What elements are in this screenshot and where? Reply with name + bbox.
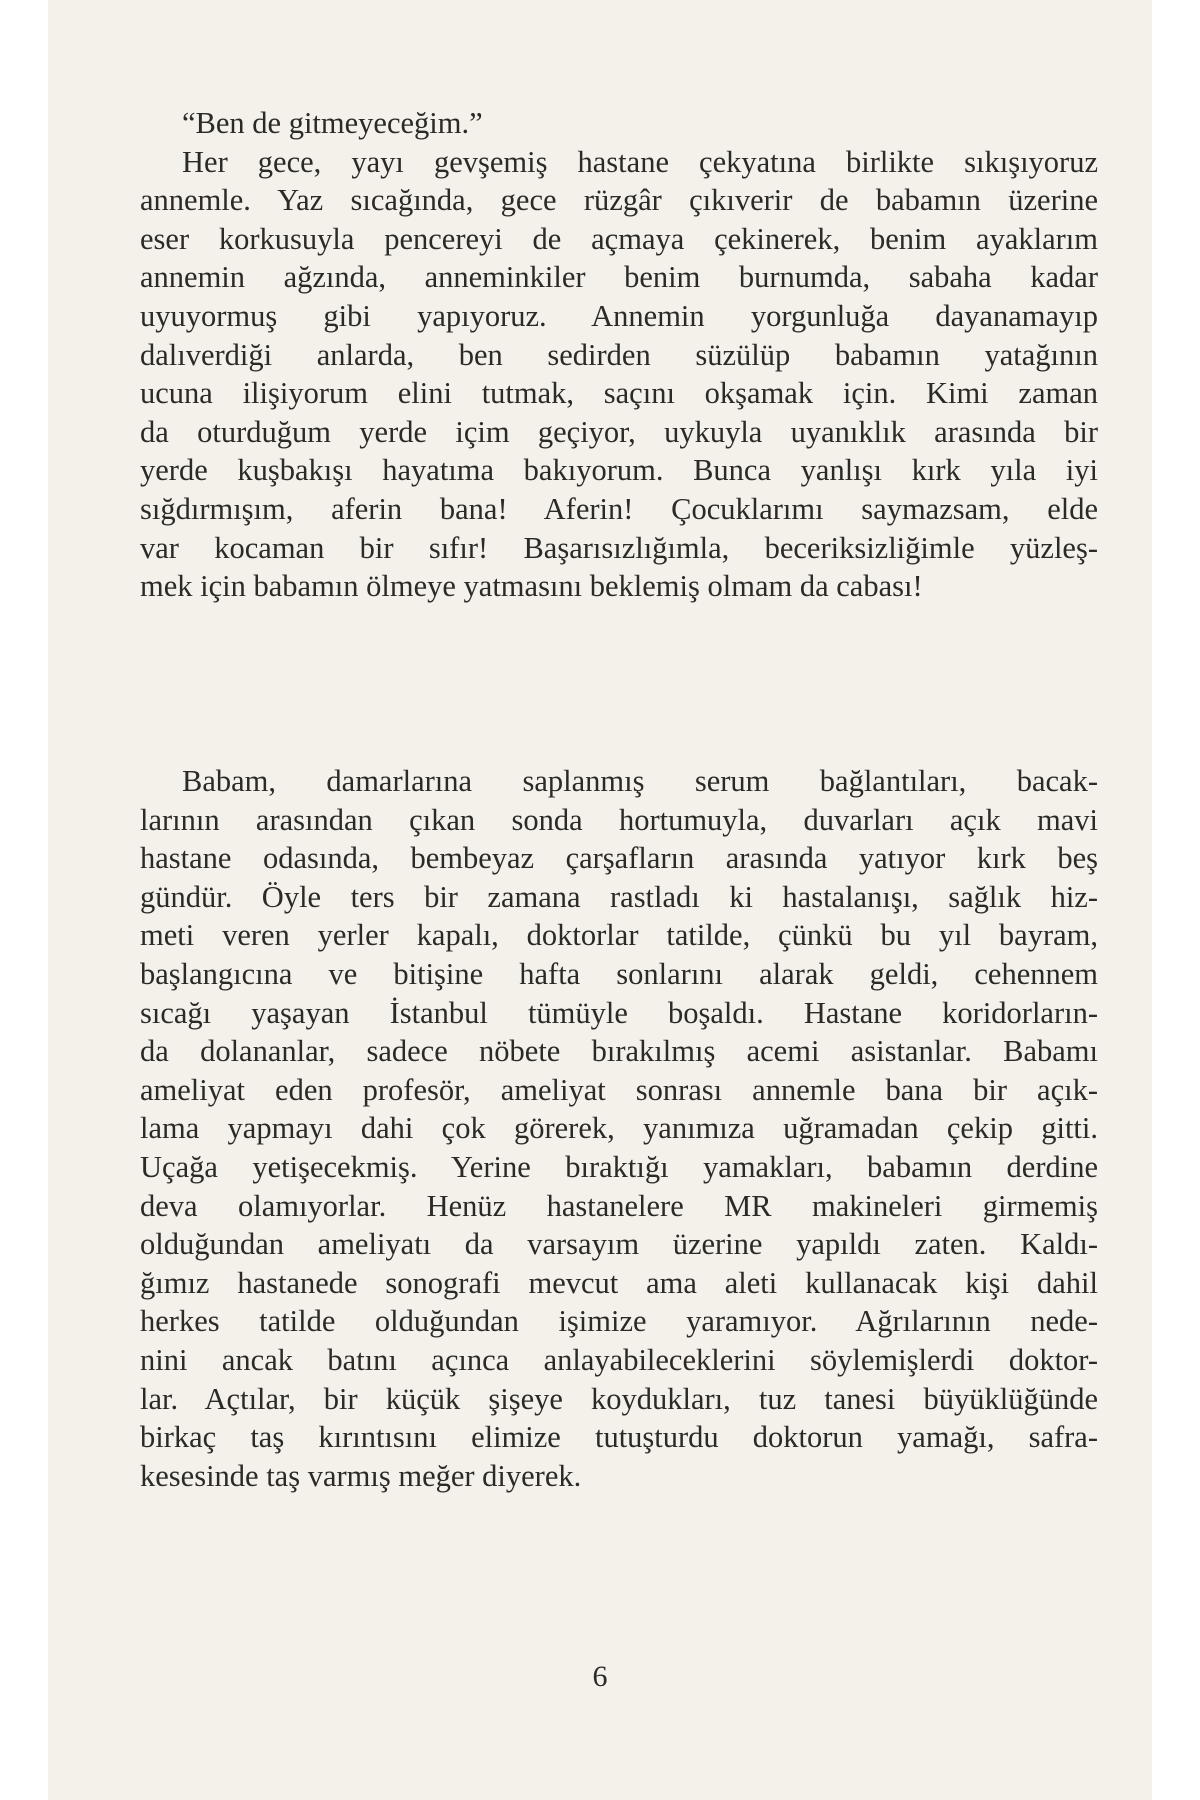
- text-line: annemin ağzında, anneminkiler benim burnumda, sabaha kadar: [140, 260, 1098, 295]
- text-line: da dolananlar, sadece nöbete bırakılmış acemi asistanlar. Babamı: [140, 1034, 1098, 1069]
- text-line: sıcağı yaşayan İstanbul tümüyle boşaldı. Hastane koridorların-: [140, 995, 1098, 1030]
- text-line: başlangıcına ve bitişine hafta sonlarını alarak geldi, cehennem: [140, 956, 1098, 991]
- text-line: hastane odasında, bembeyaz çarşafların arasında yatıyor kırk beş: [140, 841, 1098, 876]
- text-line: gündür. Öyle ters bir zamana rastladı ki hastalanışı, sağlık hiz-: [140, 879, 1098, 914]
- text-line: meti veren yerler kapalı, doktorlar tatilde, çünkü bu yıl bayram,: [140, 918, 1098, 953]
- text-line: var kocaman bir sıfır! Başarısızlığımla, beceriksizliğimle yüzleş-: [140, 530, 1098, 565]
- text-line: kesesinde taş varmış meğer diyerek.: [140, 1458, 582, 1493]
- text-line: annemle. Yaz sıcağında, gece rüzgâr çıkıverir de babamın üzerine: [140, 183, 1098, 218]
- text-line: lama yapmayı dahi çok görerek, yanımıza uğramadan çekip gitti.: [140, 1111, 1098, 1146]
- text-line: dalıverdiği anlarda, ben sedirden süzülüp babamın yatağının: [140, 337, 1098, 372]
- text-line: eser korkusuyla pencereyi de açmaya çekinerek, benim ayaklarım: [140, 221, 1098, 256]
- paragraph-2: [140, 762, 1098, 1495]
- text-line: “Ben de gitmeyeceğim.”: [182, 106, 483, 140]
- text-line: yerde kuşbakışı hayatıma bakıyorum. Bunca yanlışı kırk yıla iyi: [140, 453, 1098, 488]
- text-line: ucuna ilişiyorum elini tutmak, saçını okşamak için. Kimi zaman: [140, 376, 1098, 411]
- text-line: birkaç taş kırıntısını elimize tutuşturdu doktorun yamağı, safra-: [140, 1420, 1098, 1455]
- text-line: deva olamıyorlar. Henüz hastanelere MR makineleri girmemiş: [140, 1188, 1098, 1223]
- page-number: 6: [592, 1660, 608, 1693]
- text-line: ğımız hastanede sonografi mevcut ama aleti kullanacak kişi dahil: [140, 1265, 1098, 1300]
- paragraph-1: [140, 104, 1098, 606]
- text-line: mek için babamın ölmeye yatmasını beklemiş olmam da cabası!: [140, 569, 923, 604]
- text-line: larının arasından çıkan sonda hortumuyla, duvarları açık mavi: [140, 802, 1098, 837]
- text-line: ameliyat eden profesör, ameliyat sonrası annemle bana bir açık-: [140, 1072, 1098, 1107]
- text-line: nini ancak batını açınca anlayabileceklerini söylemişlerdi doktor-: [140, 1342, 1098, 1377]
- text-line: da oturduğum yerde içim geçiyor, uykuyla uyanıklık arasında bir: [140, 414, 1098, 449]
- text-line: Uçağa yetişecekmiş. Yerine bıraktığı yamakları, babamın derdine: [140, 1149, 1098, 1184]
- text-line: Babam, damarlarına saplanmış serum bağlantıları, bacak-: [182, 764, 1098, 798]
- text-line: herkes tatilde olduğundan işimize yaramıyor. Ağrılarının nede-: [140, 1304, 1098, 1339]
- text-line: sığdırmışım, aferin bana! Aferin! Çocuklarımı saymazsam, elde: [140, 491, 1098, 526]
- text-line: Her gece, yayı gevşemiş hastane çekyatına birlikte sıkışıyoruz: [182, 144, 1098, 179]
- text-line: uyuyormuş gibi yapıyoruz. Annemin yorgunluğa dayanamayıp: [140, 298, 1098, 333]
- text-line: olduğundan ameliyatı da varsayım üzerine yapıldı zaten. Kaldı-: [140, 1227, 1098, 1262]
- text-line: lar. Açtılar, bir küçük şişeye koydukları, tuz tanesi büyüklüğünde: [140, 1381, 1098, 1416]
